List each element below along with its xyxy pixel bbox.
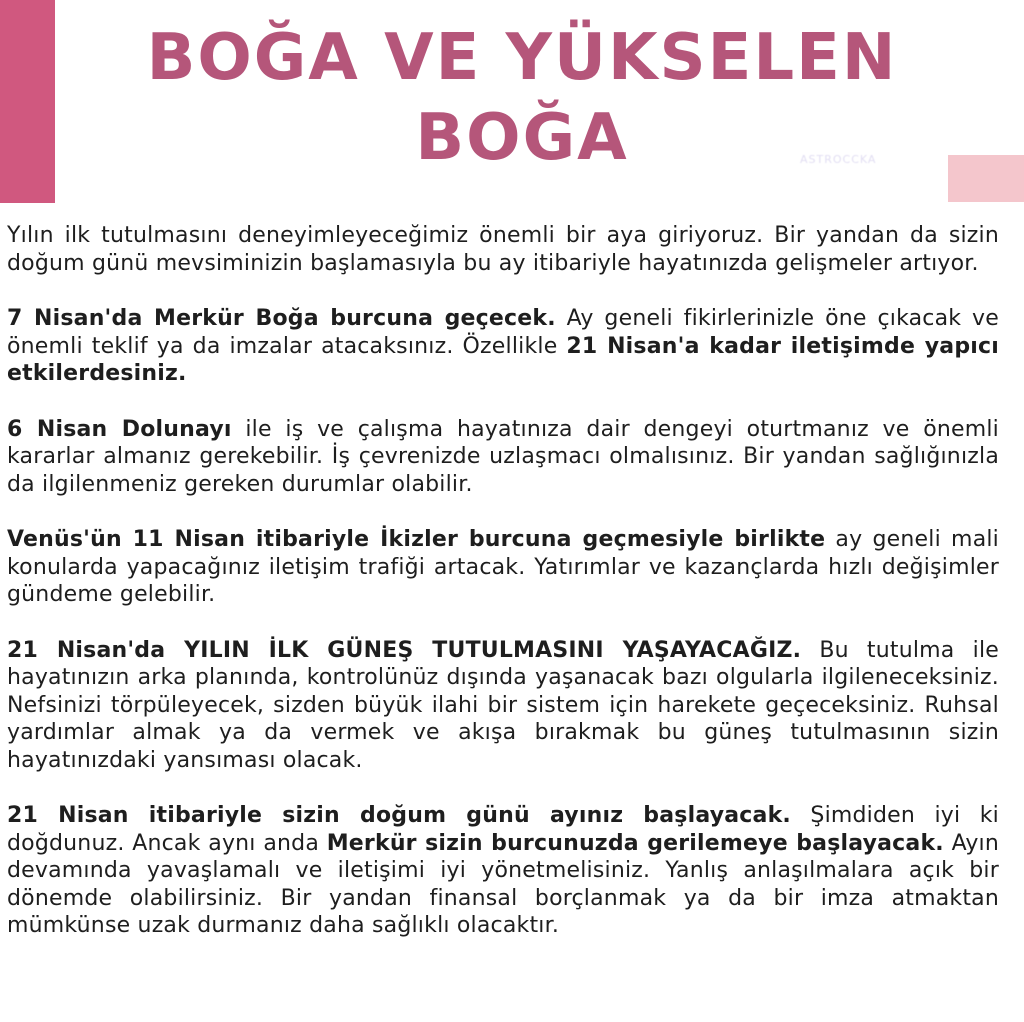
text-run: ay geneli mali konularda yapacağınız iletişim trafiği artacak. Yatırımlar ve kazançlarda hızlı değişimler gündeme gelebilir. xyxy=(7,527,999,607)
paragraph-full-moon xyxy=(7,416,999,499)
text-run-bold: 21 Nisan itibariyle sizin doğum günü ayınız başlayacak. xyxy=(7,803,791,828)
paragraph-solar-eclipse xyxy=(7,637,999,775)
text-run-bold: Merkür sizin burcunuzda gerilemeye başlayacak. xyxy=(326,830,944,856)
text-run-bold: Venüs'ün 11 Nisan itibariyle İkizler burcuna geçmesiyle birlikte xyxy=(7,527,826,552)
page-title: BOĞA VE YÜKSELEN BOĞA xyxy=(146,21,898,175)
text-run: Şimdiden iyi ki doğdunuz. Ancak aynı anda xyxy=(7,803,999,856)
text-run: Ayın devamında yavaşlamalı ve iletişimi iyi yönetmelisiniz. Yanlış anlaşılmalara açık bir dönemde olabilirsiniz. Bir yandan finansal borçlanmak ya da bir imza atmaktan mümkünse uzak durmanız daha sağlıklı olacaktır. xyxy=(7,830,1000,938)
text-run: Ay geneli fikirlerinizle öne çıkacak ve önemli teklif ya da imzalar atacaksınız. Özellikle xyxy=(7,306,1000,359)
text-run-bold: 6 Nisan Dolunayı xyxy=(7,416,232,442)
text-run: ile iş ve çalışma hayatınıza dair dengeyi oturtmanız ve önemli kararlar almanız gerekebilir. İş çevrenizde uzlaşmacı olmalısınız. Bir yandan sağlığınızla da ilgilenmeniz gereken durumlar olabilir. xyxy=(7,416,999,497)
text-run: Bu tutulma ile hayatınızın arka planında, kontrolünüz dışında yaşanacak bazı olgularla ilgileneceksiniz. Nefsinizi törpüleyecek, sizden büyük ilahi bir sistem için harekete geçeceksiniz. Ruhsal yardımlar almak ya da vermek ve akışa bırakmak bu güneş tutulmasının sizin hayatınızdaki yansıması olacak. xyxy=(7,637,999,773)
paragraph-mercury-taurus xyxy=(7,305,999,388)
text-run-bold: 21 Nisan'da YILIN İLK GÜNEŞ TUTULMASINI YAŞAYACAĞIZ. xyxy=(7,637,802,663)
paragraph-intro xyxy=(7,222,999,277)
text-run: Yılın ilk tutulmasını deneyimleyeceğimiz önemli bir aya giriyoruz. Bir yandan da sizin doğum günü mevsiminizin başlamasıyla bu ay itibariyle hayatınızda gelişmeler artıyor. xyxy=(7,223,999,276)
article-body xyxy=(7,222,999,968)
paragraph-birthday-month xyxy=(7,802,999,940)
watermark: ASTROCCKA xyxy=(800,153,877,166)
text-run-bold: 7 Nisan'da Merkür Boğa burcuna geçecek. xyxy=(7,306,556,331)
paragraph-venus-gemini xyxy=(7,526,999,609)
left-accent-bar xyxy=(0,0,55,203)
text-run-bold: 21 Nisan'a kadar iletişimde yapıcı etkilerdesiniz. xyxy=(7,333,999,386)
